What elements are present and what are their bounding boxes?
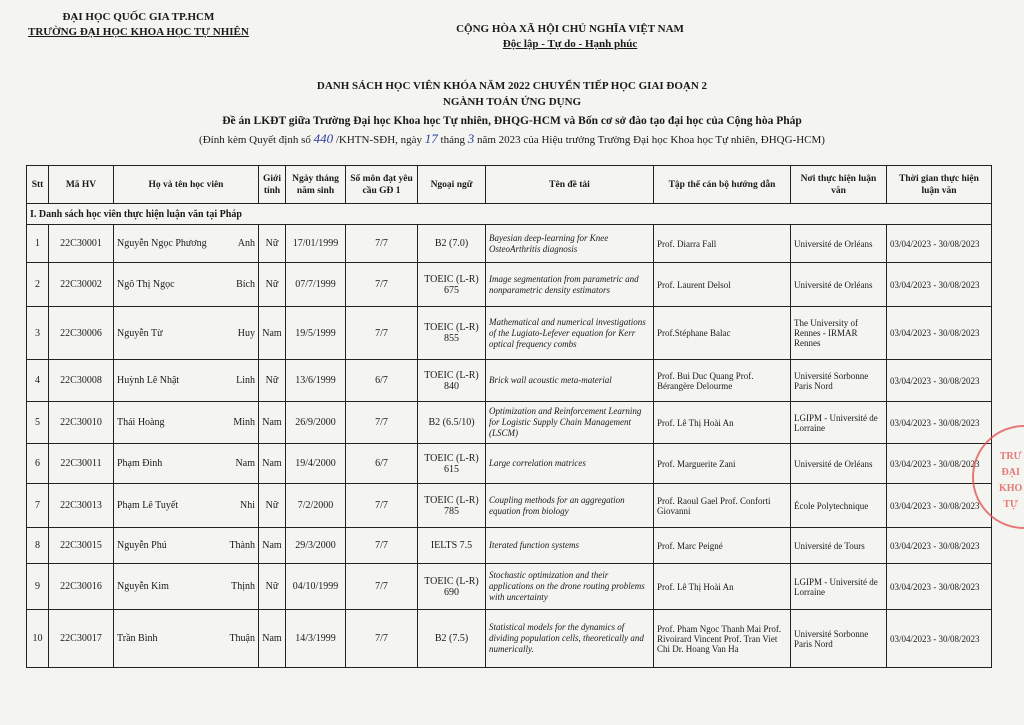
stamp-text-3: KHO — [999, 483, 1023, 494]
cell-thesis-title: Stochastic optimization and their applications on the drone routing problems with uncertainty — [486, 564, 654, 610]
cell-stt: 6 — [27, 444, 49, 484]
cell-language: B2 (7.0) — [418, 225, 486, 263]
cell-supervisors: Prof.Stéphane Balac — [654, 307, 791, 360]
decision-day: 17 — [424, 131, 438, 146]
decision-text-c: tháng — [437, 134, 468, 146]
table-row — [27, 528, 992, 564]
cell-student-id: 22C30011 — [49, 444, 114, 484]
cell-full-name — [114, 610, 259, 668]
cell-subjects-passed: 7/7 — [346, 225, 418, 263]
cell-location: Université de Orléans — [791, 444, 887, 484]
col-stt: Stt — [27, 166, 49, 204]
col-period: Thời gian thực hiện luận văn — [887, 166, 992, 204]
cell-period: 03/04/2023 - 30/08/2023 — [887, 402, 992, 444]
cell-student-id: 22C30008 — [49, 360, 114, 402]
surname: Trần Bình — [117, 633, 158, 644]
cell-gender: Nữ — [259, 263, 286, 307]
cell-stt: 8 — [27, 528, 49, 564]
cell-thesis-title: Mathematical and numerical investigations of the Lugiato-Lefever equation for Kerr optical frequency combs — [486, 307, 654, 360]
given-name: Huy — [237, 327, 255, 339]
cell-supervisors: Prof. Pham Ngoc Thanh Mai Prof. Rivoirard Vincent Prof. Tran Viet Chi Dr. Hoang Van Ha — [654, 610, 791, 668]
surname: Phạm Đình — [117, 458, 163, 469]
cell-gender: Nam — [259, 528, 286, 564]
cell-location: Université Sorbonne Paris Nord — [791, 610, 887, 668]
cell-supervisors: Prof. Diarra Fall — [654, 225, 791, 263]
cell-birthdate: 13/6/1999 — [286, 360, 346, 402]
cell-gender: Nữ — [259, 225, 286, 263]
col-language: Ngoại ngữ — [418, 166, 486, 204]
cell-thesis-title: Brick wall acoustic meta-material — [486, 360, 654, 402]
given-name: Thịnh — [231, 581, 255, 592]
cell-full-name — [114, 225, 259, 263]
cell-supervisors: Prof. Marc Peigné — [654, 528, 791, 564]
cell-thesis-title: Image segmentation from parametric and nonparametric density estimators — [486, 263, 654, 307]
given-name: Thuận — [229, 633, 255, 644]
cell-birthdate: 7/2/2000 — [286, 484, 346, 528]
col-gender: Giới tính — [259, 166, 286, 204]
cell-period: 03/04/2023 - 30/08/2023 — [887, 444, 992, 484]
cell-full-name — [114, 360, 259, 402]
cell-location: École Polytechnique — [791, 484, 887, 528]
cell-full-name — [114, 402, 259, 444]
surname: Ngô Thị Ngọc — [117, 279, 175, 290]
cell-subjects-passed: 7/7 — [346, 263, 418, 307]
cell-birthdate: 17/01/1999 — [286, 225, 346, 263]
surname: Huỳnh Lê Nhật — [117, 375, 180, 386]
cell-language: B2 (7.5) — [418, 610, 486, 668]
national-header — [455, 22, 685, 52]
table-row — [27, 307, 992, 360]
institution-header — [28, 10, 249, 40]
cell-location: Université de Orléans — [791, 263, 887, 307]
student-table — [26, 165, 992, 668]
document-title: DANH SÁCH HỌC VIÊN KHÓA NĂM 2022 CHUYỂN TIẾP HỌC GIAI ĐOẠN 2 — [316, 80, 708, 92]
col-student-id: Mã HV — [49, 166, 114, 204]
cell-subjects-passed: 6/7 — [346, 444, 418, 484]
cell-student-id: 22C30016 — [49, 564, 114, 610]
cell-period: 03/04/2023 - 30/08/2023 — [887, 564, 992, 610]
cell-stt: 4 — [27, 360, 49, 402]
cell-language: B2 (6.5/10) — [418, 402, 486, 444]
cell-gender: Nam — [259, 402, 286, 444]
cell-student-id: 22C30015 — [49, 528, 114, 564]
cell-subjects-passed: 7/7 — [346, 484, 418, 528]
table-row — [27, 225, 992, 263]
col-subjects-passed: Số môn đạt yêu cầu GĐ 1 — [346, 166, 418, 204]
school-name: TRƯỜNG ĐẠI HỌC KHOA HỌC TỰ NHIÊN — [28, 26, 249, 38]
cell-language: TOEIC (L-R) 615 — [418, 444, 486, 484]
cell-full-name — [114, 528, 259, 564]
given-name: Linh — [236, 375, 255, 386]
cell-student-id: 22C30006 — [49, 307, 114, 360]
cell-stt: 1 — [27, 225, 49, 263]
surname: Nguyễn Ngọc Phương — [117, 238, 207, 249]
cell-supervisors: Prof. Bui Duc Quang Prof. Bérangère Delourme — [654, 360, 791, 402]
country-name: CỘNG HÒA XÃ HỘI CHỦ NGHĨA VIỆT NAM — [456, 23, 684, 35]
cell-full-name — [114, 564, 259, 610]
cell-language: TOEIC (L-R) 785 — [418, 484, 486, 528]
document-titles — [0, 78, 1024, 148]
cell-subjects-passed: 7/7 — [346, 307, 418, 360]
cell-gender: Nữ — [259, 564, 286, 610]
cell-supervisors: Prof. Raoul Gael Prof. Conforti Giovanni — [654, 484, 791, 528]
table-row — [27, 564, 992, 610]
cell-full-name — [114, 263, 259, 307]
cell-stt: 9 — [27, 564, 49, 610]
cell-location: Université Sorbonne Paris Nord — [791, 360, 887, 402]
stamp-text-1: TRƯ — [999, 451, 1022, 462]
table-row — [27, 444, 992, 484]
cell-gender: Nữ — [259, 484, 286, 528]
section-row — [27, 204, 992, 225]
cell-period: 03/04/2023 - 30/08/2023 — [887, 484, 992, 528]
cell-student-id: 22C30017 — [49, 610, 114, 668]
cell-gender: Nữ — [259, 360, 286, 402]
cell-language: TOEIC (L-R) 675 — [418, 263, 486, 307]
cell-location: Université de Orléans — [791, 225, 887, 263]
col-thesis-title: Tên đề tài — [486, 166, 654, 204]
table-header-row — [27, 166, 992, 204]
cell-location: LGIPM - Université de Lorraine — [791, 402, 887, 444]
cell-subjects-passed: 7/7 — [346, 528, 418, 564]
cell-location: The University of Rennes - IRMAR Rennes — [791, 307, 887, 360]
stamp-text-4: TỰ — [1003, 499, 1018, 510]
cell-stt: 2 — [27, 263, 49, 307]
cell-stt: 10 — [27, 610, 49, 668]
cell-thesis-title: Bayesian deep-learning for Knee OsteoArthritis diagnosis — [486, 225, 654, 263]
cell-subjects-passed: 6/7 — [346, 360, 418, 402]
table-row — [27, 402, 992, 444]
decision-text-d: năm 2023 của Hiệu trưởng Trường Đại học Khoa học Tự nhiên, ĐHQG-HCM) — [474, 134, 825, 146]
cell-thesis-title: Large correlation matrices — [486, 444, 654, 484]
section-title: I. Danh sách học viên thực hiện luận văn tại Pháp — [27, 204, 992, 225]
cell-language: TOEIC (L-R) 840 — [418, 360, 486, 402]
surname: Nguyễn Từ — [117, 327, 163, 339]
cell-gender: Nam — [259, 444, 286, 484]
motto: Độc lập - Tự do - Hạnh phúc — [502, 38, 638, 50]
cell-period: 03/04/2023 - 30/08/2023 — [887, 307, 992, 360]
cell-student-id: 22C30002 — [49, 263, 114, 307]
table-row — [27, 263, 992, 307]
cell-stt: 5 — [27, 402, 49, 444]
cell-supervisors: Prof. Laurent Delsol — [654, 263, 791, 307]
cell-stt: 3 — [27, 307, 49, 360]
col-location: Nơi thực hiện luận văn — [791, 166, 887, 204]
major-title: NGÀNH TOÁN ỨNG DỤNG — [442, 96, 582, 108]
surname: Thái Hoàng — [117, 417, 165, 428]
stamp-text-2: ĐẠI — [1001, 467, 1020, 478]
given-name: Nhi — [240, 500, 255, 511]
cell-student-id: 22C30010 — [49, 402, 114, 444]
cell-birthdate: 19/5/1999 — [286, 307, 346, 360]
given-name: Nam — [235, 458, 255, 469]
cell-supervisors: Prof. Lê Thị Hoài An — [654, 564, 791, 610]
surname: Nguyễn Phú — [117, 540, 167, 551]
cell-location: Université de Tours — [791, 528, 887, 564]
cell-stt: 7 — [27, 484, 49, 528]
table-row — [27, 484, 992, 528]
surname: Phạm Lê Tuyết — [117, 500, 179, 511]
decision-text-b: /KHTN-SĐH, ngày — [333, 134, 425, 146]
cell-language: TOEIC (L-R) 855 — [418, 307, 486, 360]
cell-period: 03/04/2023 - 30/08/2023 — [887, 263, 992, 307]
cell-student-id: 22C30001 — [49, 225, 114, 263]
cell-birthdate: 26/9/2000 — [286, 402, 346, 444]
surname: Nguyễn Kim — [117, 581, 169, 592]
cell-full-name — [114, 307, 259, 360]
cell-language: TOEIC (L-R) 690 — [418, 564, 486, 610]
given-name: Minh — [233, 417, 255, 428]
cell-supervisors: Prof. Lê Thị Hoài An — [654, 402, 791, 444]
project-title: Đề án LKĐT giữa Trường Đại học Khoa học Tự nhiên, ĐHQG-HCM và Bốn cơ sở đào tạo đại học của Cộng hòa Pháp — [222, 115, 802, 127]
given-name: Bích — [236, 279, 255, 290]
cell-full-name — [114, 484, 259, 528]
cell-birthdate: 29/3/2000 — [286, 528, 346, 564]
cell-birthdate: 19/4/2000 — [286, 444, 346, 484]
cell-student-id: 22C30013 — [49, 484, 114, 528]
cell-birthdate: 14/3/1999 — [286, 610, 346, 668]
cell-thesis-title: Coupling methods for an aggregation equation from biology — [486, 484, 654, 528]
cell-thesis-title: Statistical models for the dynamics of dividing population cells, theoretically and numerically. — [486, 610, 654, 668]
cell-thesis-title: Iterated function systems — [486, 528, 654, 564]
cell-gender: Nam — [259, 610, 286, 668]
cell-period: 03/04/2023 - 30/08/2023 — [887, 528, 992, 564]
university-name: ĐẠI HỌC QUỐC GIA TP.HCM — [62, 11, 215, 23]
cell-period: 03/04/2023 - 30/08/2023 — [887, 610, 992, 668]
col-birthdate: Ngày tháng năm sinh — [286, 166, 346, 204]
table-row — [27, 610, 992, 668]
cell-language: IELTS 7.5 — [418, 528, 486, 564]
cell-gender: Nam — [259, 307, 286, 360]
cell-subjects-passed: 7/7 — [346, 564, 418, 610]
cell-birthdate: 04/10/1999 — [286, 564, 346, 610]
decision-reference — [0, 131, 1024, 148]
decision-month: 3 — [467, 131, 475, 146]
col-supervisors: Tập thể cán bộ hướng dẫn — [654, 166, 791, 204]
cell-subjects-passed: 7/7 — [346, 610, 418, 668]
cell-subjects-passed: 7/7 — [346, 402, 418, 444]
decision-text-a: (Đính kèm Quyết định số — [199, 134, 314, 146]
given-name: Thành — [229, 540, 255, 551]
cell-birthdate: 07/7/1999 — [286, 263, 346, 307]
cell-full-name — [114, 444, 259, 484]
col-full-name: Họ và tên học viên — [114, 166, 259, 204]
cell-location: LGIPM - Université de Lorraine — [791, 564, 887, 610]
cell-period: 03/04/2023 - 30/08/2023 — [887, 225, 992, 263]
cell-period: 03/04/2023 - 30/08/2023 — [887, 360, 992, 402]
cell-supervisors: Prof. Marguerite Zani — [654, 444, 791, 484]
decision-number: 440 — [313, 131, 334, 146]
cell-thesis-title: Optimization and Reinforcement Learning for Logistic Supply Chain Management (LSCM) — [486, 402, 654, 444]
given-name: Anh — [237, 238, 255, 249]
table-row — [27, 360, 992, 402]
